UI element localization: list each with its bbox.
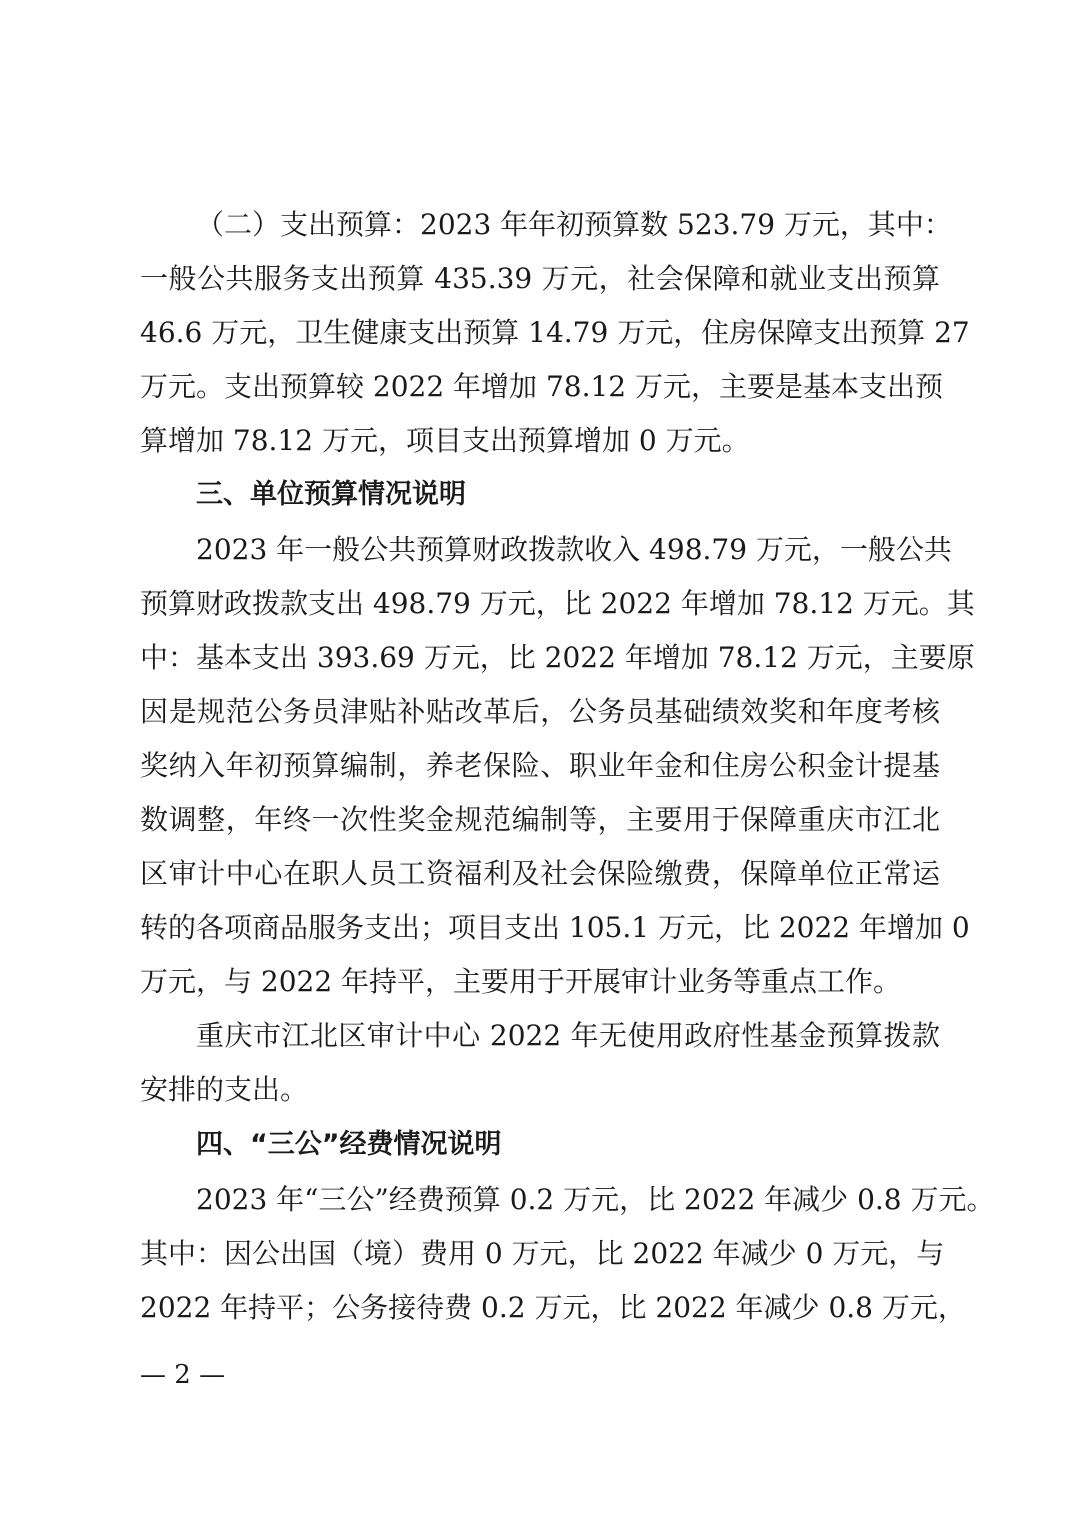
section-heading: 三、单位预算情况说明	[196, 479, 466, 510]
paragraph-line: 2023 年“三公”经费预算 0.2 万元，比 2022 年减少 0.8 万元。	[196, 1183, 995, 1216]
paragraph-line: 奖纳入年初预算编制，养老保险、职业年金和住房公积金计提基	[140, 749, 940, 782]
paragraph-line: 重庆市江北区审计中心 2022 年无使用政府性基金预算拨款	[196, 1019, 940, 1052]
paragraph-line: 因是规范公务员津贴补贴改革后，公务员基础绩效奖和年度考核	[140, 695, 940, 728]
paragraph-line: 万元。支出预算较 2022 年增加 78.12 万元，主要是基本支出预	[140, 370, 944, 403]
paragraph-line: 算增加 78.12 万元，项目支出预算增加 0 万元。	[140, 424, 750, 457]
paragraph-line: 其中：因公出国（境）费用 0 万元，比 2022 年减少 0 万元，与	[140, 1237, 945, 1270]
paragraph-line: 2022 年持平；公务接待费 0.2 万元，比 2022 年减少 0.8 万元，	[140, 1291, 966, 1324]
paragraph-line: 转的各项商品服务支出；项目支出 105.1 万元，比 2022 年增加 0	[140, 911, 970, 944]
paragraph-line: 一般公共服务支出预算 435.39 万元，社会保障和就业支出预算	[140, 262, 940, 295]
paragraph-line: 46.6 万元，卫生健康支出预算 14.79 万元，住房保障支出预算 27	[140, 316, 970, 349]
paragraph-line: 数调整，年终一次性奖金规范编制等，主要用于保障重庆市江北	[140, 803, 940, 836]
paragraph-line: 万元，与 2022 年持平，主要用于开展审计业务等重点工作。	[140, 965, 902, 998]
paragraph-line: 预算财政拨款支出 498.79 万元，比 2022 年增加 78.12 万元。其	[140, 587, 975, 620]
paragraph-line: 2023 年一般公共预算财政拨款收入 498.79 万元，一般公共	[196, 533, 952, 566]
paragraph-line: （二）支出预算：2023 年年初预算数 523.79 万元，其中：	[196, 208, 952, 241]
paragraph-line: 中：基本支出 393.69 万元，比 2022 年增加 78.12 万元，主要原	[140, 641, 975, 674]
page-number: — 2 —	[140, 1360, 226, 1390]
paragraph-line: 区审计中心在职人员工资福利及社会保险缴费，保障单位正常运	[140, 857, 940, 890]
paragraph-line: 安排的支出。	[140, 1073, 309, 1106]
section-heading: 四、“三公”经费情况说明	[196, 1129, 502, 1160]
